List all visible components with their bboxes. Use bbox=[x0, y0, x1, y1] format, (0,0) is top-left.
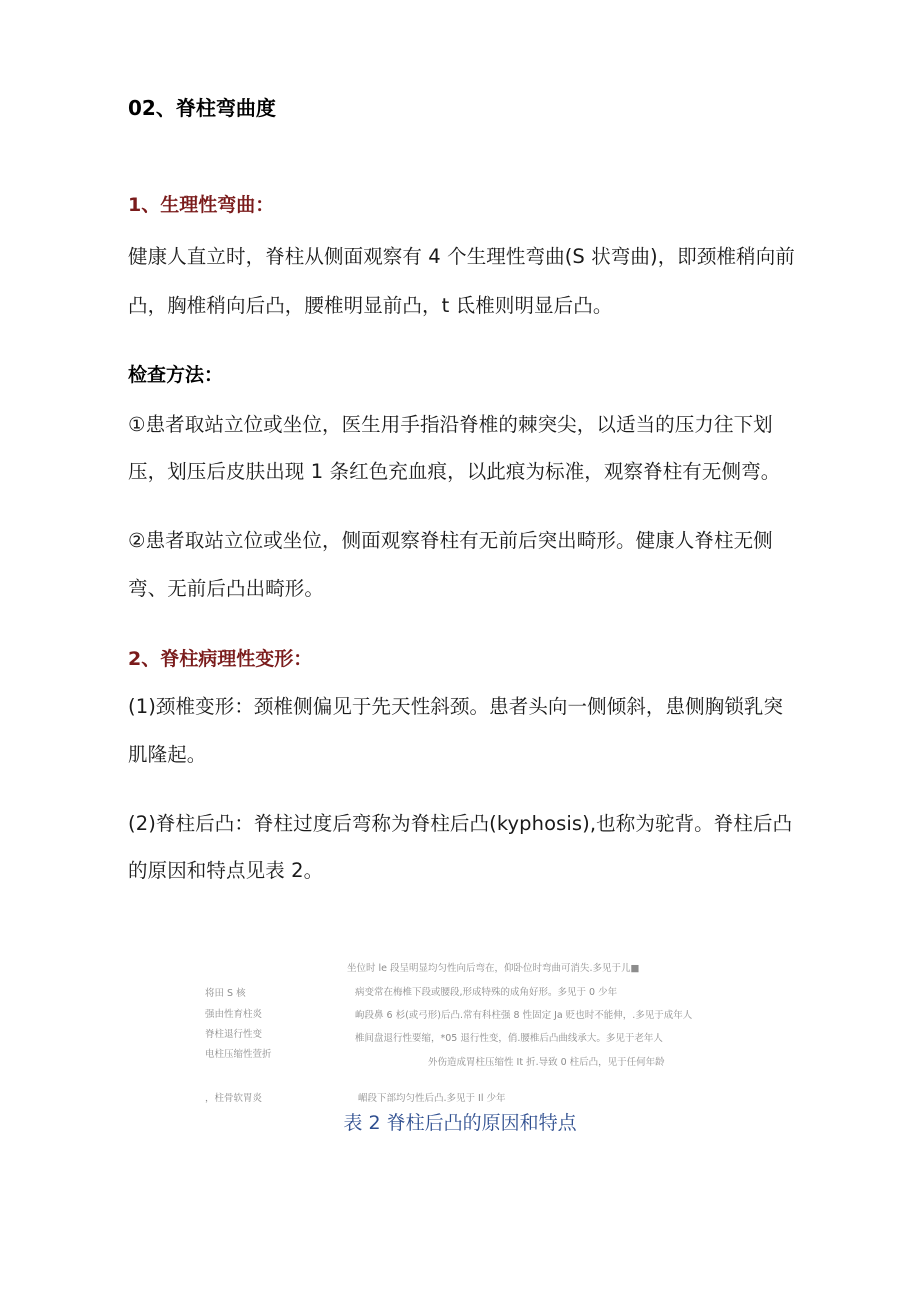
section-heading-physiological-curve: 1、生理性弯曲： bbox=[128, 194, 275, 216]
paragraph-line: (2)脊柱后凸：脊柱过度后弯称为脊柱后凸(kyphosis),也称为驼背。脊柱后凸 bbox=[128, 812, 793, 835]
table-feature-cell: 嵋段下部均匀性后凸.多见于 Il 少年 bbox=[358, 1093, 506, 1104]
method-item-line: 压，划压后皮肤出现 1 条红色充血痕，以此痕为标准，观察脊柱有无侧弯。 bbox=[128, 460, 781, 483]
table-cause-cell: 将田 S 核 bbox=[205, 988, 246, 999]
table-feature-cell: 病变常在梅椎下段或腰段,形成特殊的成角好形。多见于 0 少年 bbox=[355, 987, 618, 998]
paragraph-line: 肌隆起。 bbox=[128, 743, 207, 766]
table-cause-cell: 电柱压缩性萱折 bbox=[205, 1049, 272, 1060]
paragraph-line: 的原因和特点见表 2。 bbox=[128, 859, 324, 882]
paragraph-line: 健康人直立时，脊柱从侧面观察有 4 个生理性弯曲(S 状弯曲)，即颈椎稍向前 bbox=[128, 245, 795, 268]
table-cause-cell: 强由性育柱炎 bbox=[205, 1009, 263, 1020]
table-caption: 表 2 脊柱后凸的原因和特点 bbox=[343, 1112, 577, 1134]
paragraph-line: 凸，胸椎稍向后凸，腰椎明显前凸，t 氐椎则明显后凸。 bbox=[128, 294, 613, 317]
method-heading: 检查方法： bbox=[128, 364, 224, 386]
table-cause-cell: 脊柱退行性变 bbox=[205, 1029, 263, 1040]
table-cause-cell: ，柱骨软胃炎 bbox=[205, 1093, 263, 1104]
page-title: 02、脊柱弯曲度 bbox=[128, 96, 276, 120]
method-item-line: ①患者取站立位或坐位，医生用手指沿脊椎的棘突尖，以适当的压力往下划 bbox=[128, 413, 773, 436]
table-header-row: 坐位时 le 段呈明显均匀性向后弯在，仰卧位时弯曲可消失.多见于儿■ bbox=[347, 963, 640, 974]
table-feature-cell: 岣段鼻 6 杉(或弓形)后凸.常有科柱强 8 性固定 Ja 贬也时不能伸，.多见于成年人 bbox=[355, 1010, 693, 1021]
section-heading-pathological-deformity: 2、脊柱病理性变形： bbox=[128, 648, 313, 670]
paragraph-line: (1)颈椎变形：颈椎侧偏见于先天性斜颈。患者头向一侧倾斜，患侧胸锁乳突 bbox=[128, 695, 784, 718]
table-feature-cell: 椎间盘退行性要缩，*05 退行性变，俏.腰椎后凸曲线承大。多见于老年人 bbox=[355, 1033, 663, 1044]
table-feature-cell: 外伤造成胃柱压缩性 It 折.导致 0 柱后凸，见于任何年龄 bbox=[428, 1057, 665, 1068]
method-item-line: 弯、无前后凸出畸形。 bbox=[128, 577, 325, 600]
method-item-line: ②患者取站立位或坐位，侧面观察脊柱有无前后突出畸形。健康人脊柱无侧 bbox=[128, 529, 773, 552]
